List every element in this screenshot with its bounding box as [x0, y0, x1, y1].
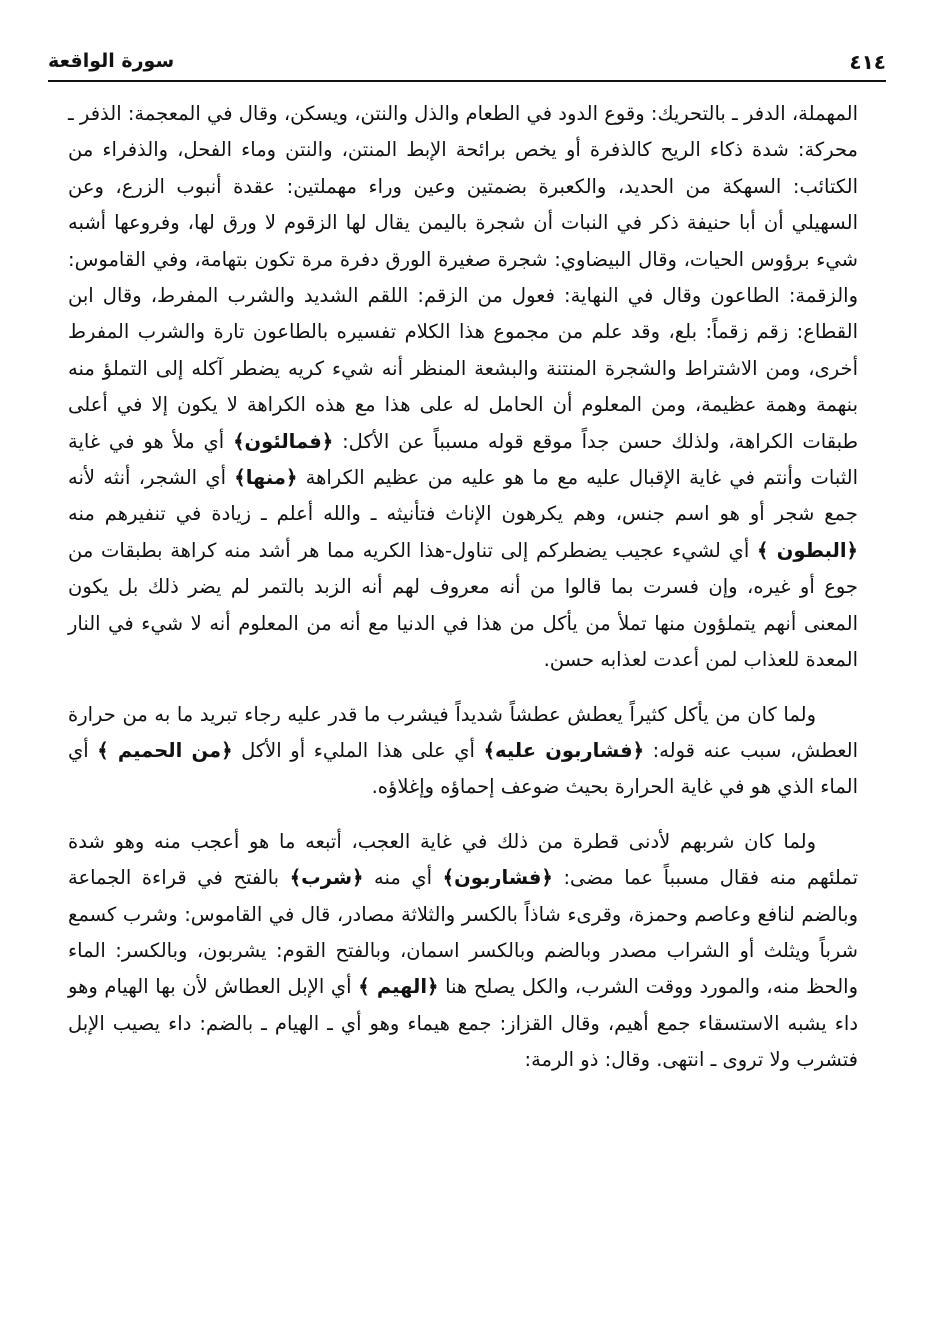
paragraph [68, 96, 858, 679]
page-body [68, 96, 858, 1079]
text-run: أي الماء الذي هو في غاية الحرارة بحيث ضوعف إحماؤه وإغلاؤه. [68, 738, 858, 799]
text-run: أي الشجر، أنثه لأنه جمع شجر أو هو اسم جنس، وهم يكرهون الإناث فتأنيثه ـ والله أعلم ـ زيادة في تنفيرهم منه [68, 466, 858, 526]
text-run: ولما كان شربهم لأدنى قطرة من ذلك في غاية العجب، أتبعه ما هو أعجب منه وهو شدة تملئهم منه فقال مسبباً عما مضى: [68, 829, 859, 890]
paragraph [68, 697, 858, 806]
text-run: بالفتح في قراءة الجماعة وبالضم لنافع وعاصم وحمزة، وقرىء شاذاً بالكسر والثلاثة مصادر، قال في القاموس: وشرب كسمع شرباً ويثلث أو الشراب مصدر وبالضم وبالكسر اسمان، وبالفتح القوم: يشربون، وبالكسر: الماء والحظ منه، والمورد ووقت الشرب، والكل يصلح هنا [68, 866, 858, 999]
text-run: أي ملأ هو في غاية الثبات وأنتم في غاية الإقبال عليه مع ما هو عليه من عظيم الكراهة [68, 429, 858, 490]
text-run: أي لشيء عجيب يضطركم إلى تناول-هذا الكريه مما هر أشد منه كراهة بطبقات من جوع أو غيره، وإن فسرت بما قالوا من أنه معروف لهم أنه الزبد بالتمر لم يضر ذلك بل يكون المعنى أنهم يتملؤون منها تملأ من يأكل من هذا في الدنيا مع أنه من المعلوم أنه لا شيء في النار المعدة للعذاب لمن أعدت لعذابه حسن. [68, 538, 858, 672]
quran-verse: ﴿من الحميم ﴾ [97, 738, 233, 762]
quran-verse: ﴿فمالئون﴾ [233, 429, 334, 453]
text-run: المهملة، الدفر ـ بالتحريك: وقوع الدود في الطعام والذل والنتن، ويسكن، وقال في المعجمة: الذفر ـ محركة: شدة ذكاء الريح كالذفرة أو يخص برائحة الإبط المنتن، والنتن وماء الفحل، والذفراء من الكتائب: السهكة من الحديد، والكعبرة بضمتين وعين وراء مهملتين: عقدة أنبوب الزرع، وعن السهيلي أن أبا حنيفة ذكر في النبات أن شجرة باليمن يقال لها الزقوم لا ورق لها، وفروعها أشبه شيء برؤوس الحيات، وقال البيضاوي: شجرة صغيرة الورق دفرة مرة تكون بتهامة، وفي القاموس: والزقمة: الطاعون وقال في النهاية: فعول من الزقم: اللقم الشديد والشرب المفرط، وقال ابن القطاع: زقم زقماً: بلع، وقد علم من مجموع هذا الكلام تفسيره بالطاعون تارة والشرب المفرط أخرى، ومن الاشتراط والشجرة المنتنة والبشعة المنظر أنه شيء كريه يضطر آكله إلى التملؤ منه بنهمة وهمة عظيمة، ومن المعلوم أن الحامل له على هذا مع هذه الكراهة لا يكون إلا في أعلى طبقات الكراهة، ولذلك حسن جداً موقع قوله مسبباً عن الأكل: [68, 102, 858, 453]
surah-title: سورة الواقعة [48, 50, 175, 72]
text-run: أي منه [363, 866, 443, 890]
quran-verse: ﴿شرب﴾ [289, 866, 364, 890]
quran-verse: ﴿الهيم ﴾ [358, 975, 439, 999]
quran-verse: ﴿فشاربون عليه﴾ [483, 738, 645, 762]
text-run: أي على هذا المليء أو الأكل [232, 738, 484, 762]
text-run: ولما كان من يأكل كثيراً يعطش عطشاً شديداً فيشرب ما قدر عليه رجاء تبريد ما به من حرارة العطش، سبب عنه قوله: [68, 702, 859, 762]
quran-verse: ﴿البطون ﴾ [756, 538, 858, 562]
quran-verse: ﴿فشاربون﴾ [442, 866, 553, 890]
page-header [48, 46, 886, 82]
paragraph [68, 824, 858, 1079]
text-run: أي الإبل العطاش لأن بها الهيام وهو داء يشبه الاستسقاء جمع أهيم، وقال القزاز: جمع هيماء وهو أي ـ الهيام ـ بالضم: داء يصيب الإبل فتشرب ولا تروى ـ انتهى. وقال: ذو الرمة: [68, 975, 858, 1072]
quran-verse: ﴿منها﴾ [234, 466, 298, 490]
page-number: ٤١٤ [849, 50, 886, 74]
